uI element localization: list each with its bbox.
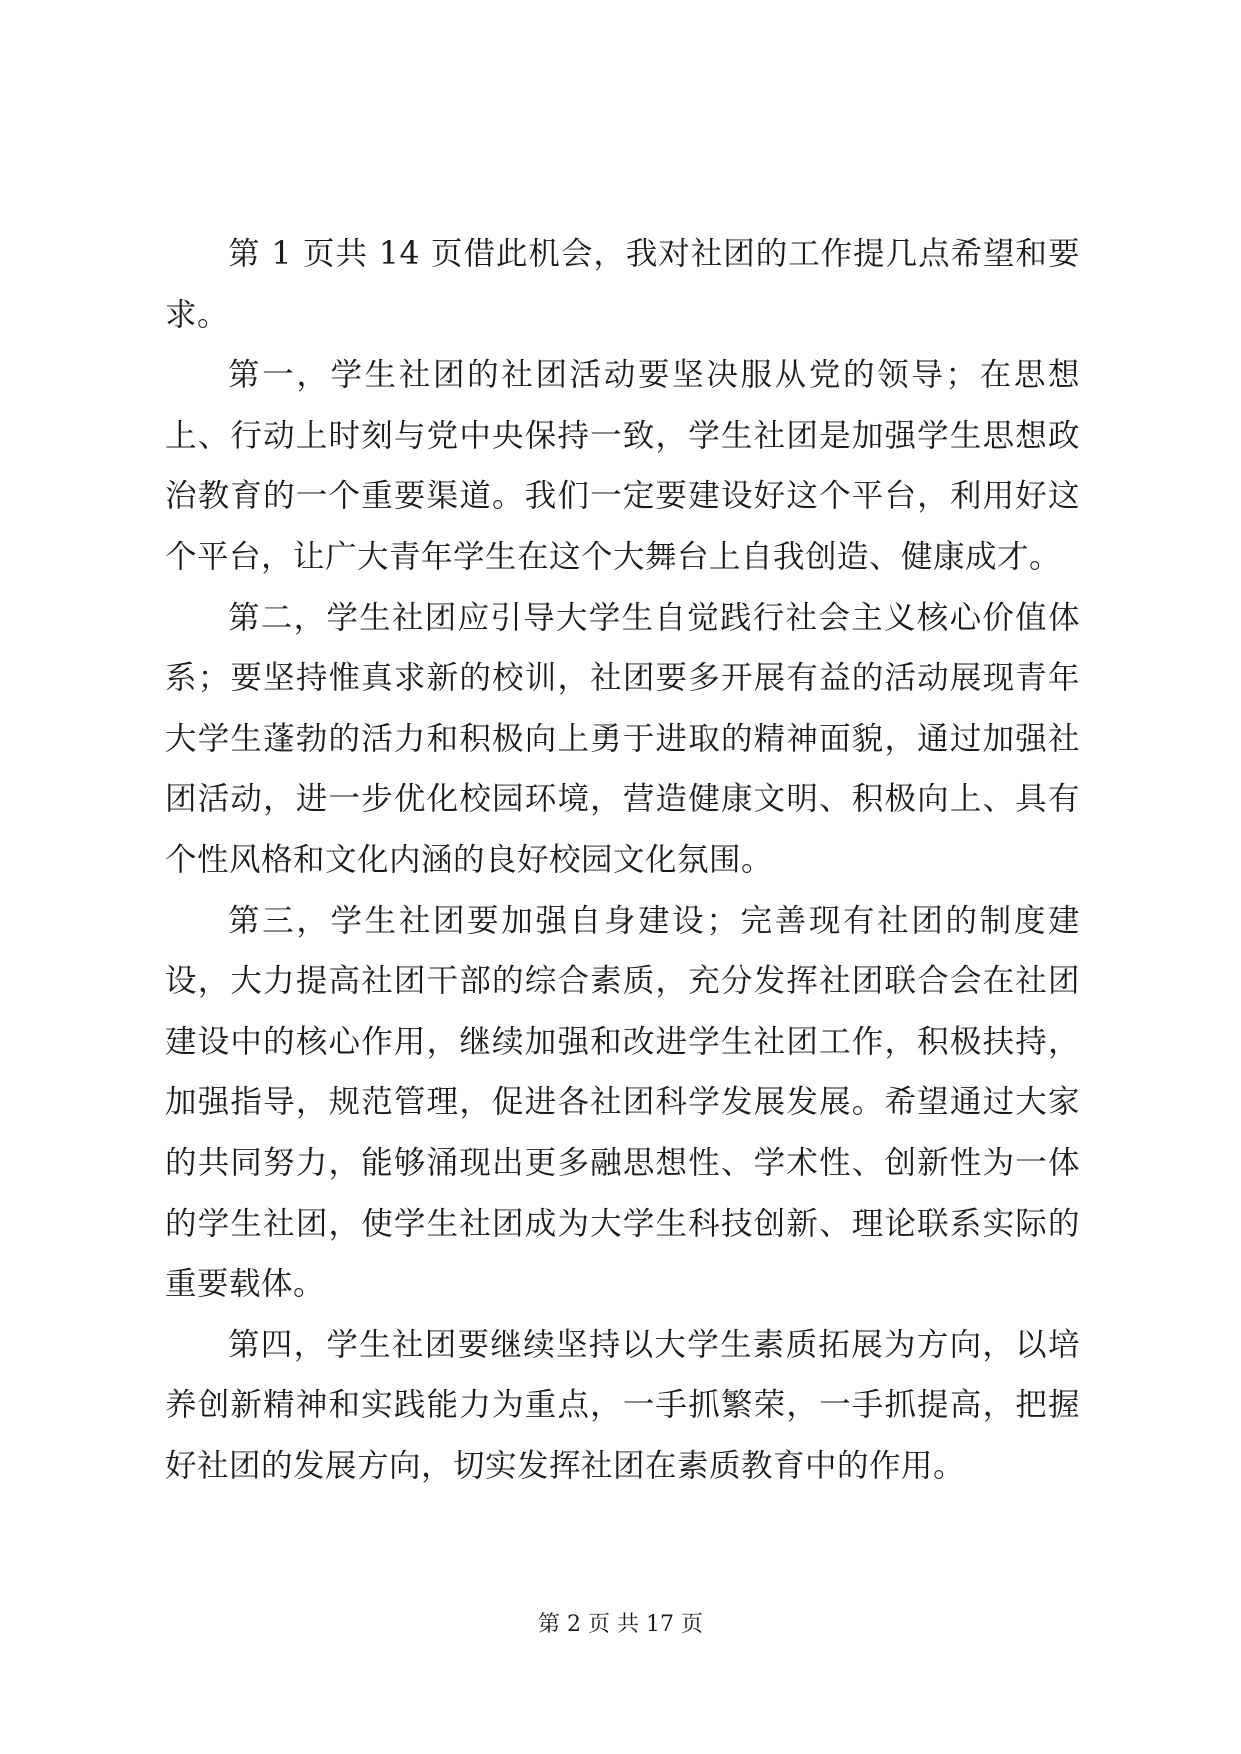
paragraph-first-point: 第一，学生社团的社团活动要坚决服从党的领导；在思想上、行动上时刻与党中央保持一致，学生社团是加强学生思想政治教育的一个重要渠道。我们一定要建设好这个平台，利用好这个平台，让广大青年学生在这个大舞台上自我创造、健康成才。 [165,357,1080,575]
paragraph-fourth-point: 第四，学生社团要继续坚持以大学生素质拓展为方向，以培养创新精神和实践能力为重点，一手抓繁荣，一手抓提高，把握好社团的发展方向，切实发挥社团在素质教育中的作用。 [165,1326,1080,1484]
paragraph-intro: 第 1 页共 14 页借此机会，我对社团的工作提几点希望和要求。 [165,236,1080,333]
document-body [165,224,1080,1496]
page-footer: 第 2 页 共 17 页 [538,1612,703,1637]
paragraph-third-point: 第三，学生社团要加强自身建设；完善现有社团的制度建设，大力提高社团干部的综合素质，充分发挥社团联合会在社团建设中的核心作用，继续加强和改进学生社团工作，积极扶持，加强指导，规范管理，促进各社团科学发展发展。希望通过大家的共同努力，能够涌现出更多融思想性、学术性、创新性为一体的学生社团，使学生社团成为大学生科技创新、理论联系实际的重要载体。 [165,902,1080,1303]
paragraph-second-point: 第二，学生社团应引导大学生自觉践行社会主义核心价值体系；要坚持惟真求新的校训，社团要多开展有益的活动展现青年大学生蓬勃的活力和积极向上勇于进取的精神面貌，通过加强社团活动，进一步优化校园环境，营造健康文明、积极向上、具有个性风格和文化内涵的良好校园文化氛围。 [165,599,1080,878]
